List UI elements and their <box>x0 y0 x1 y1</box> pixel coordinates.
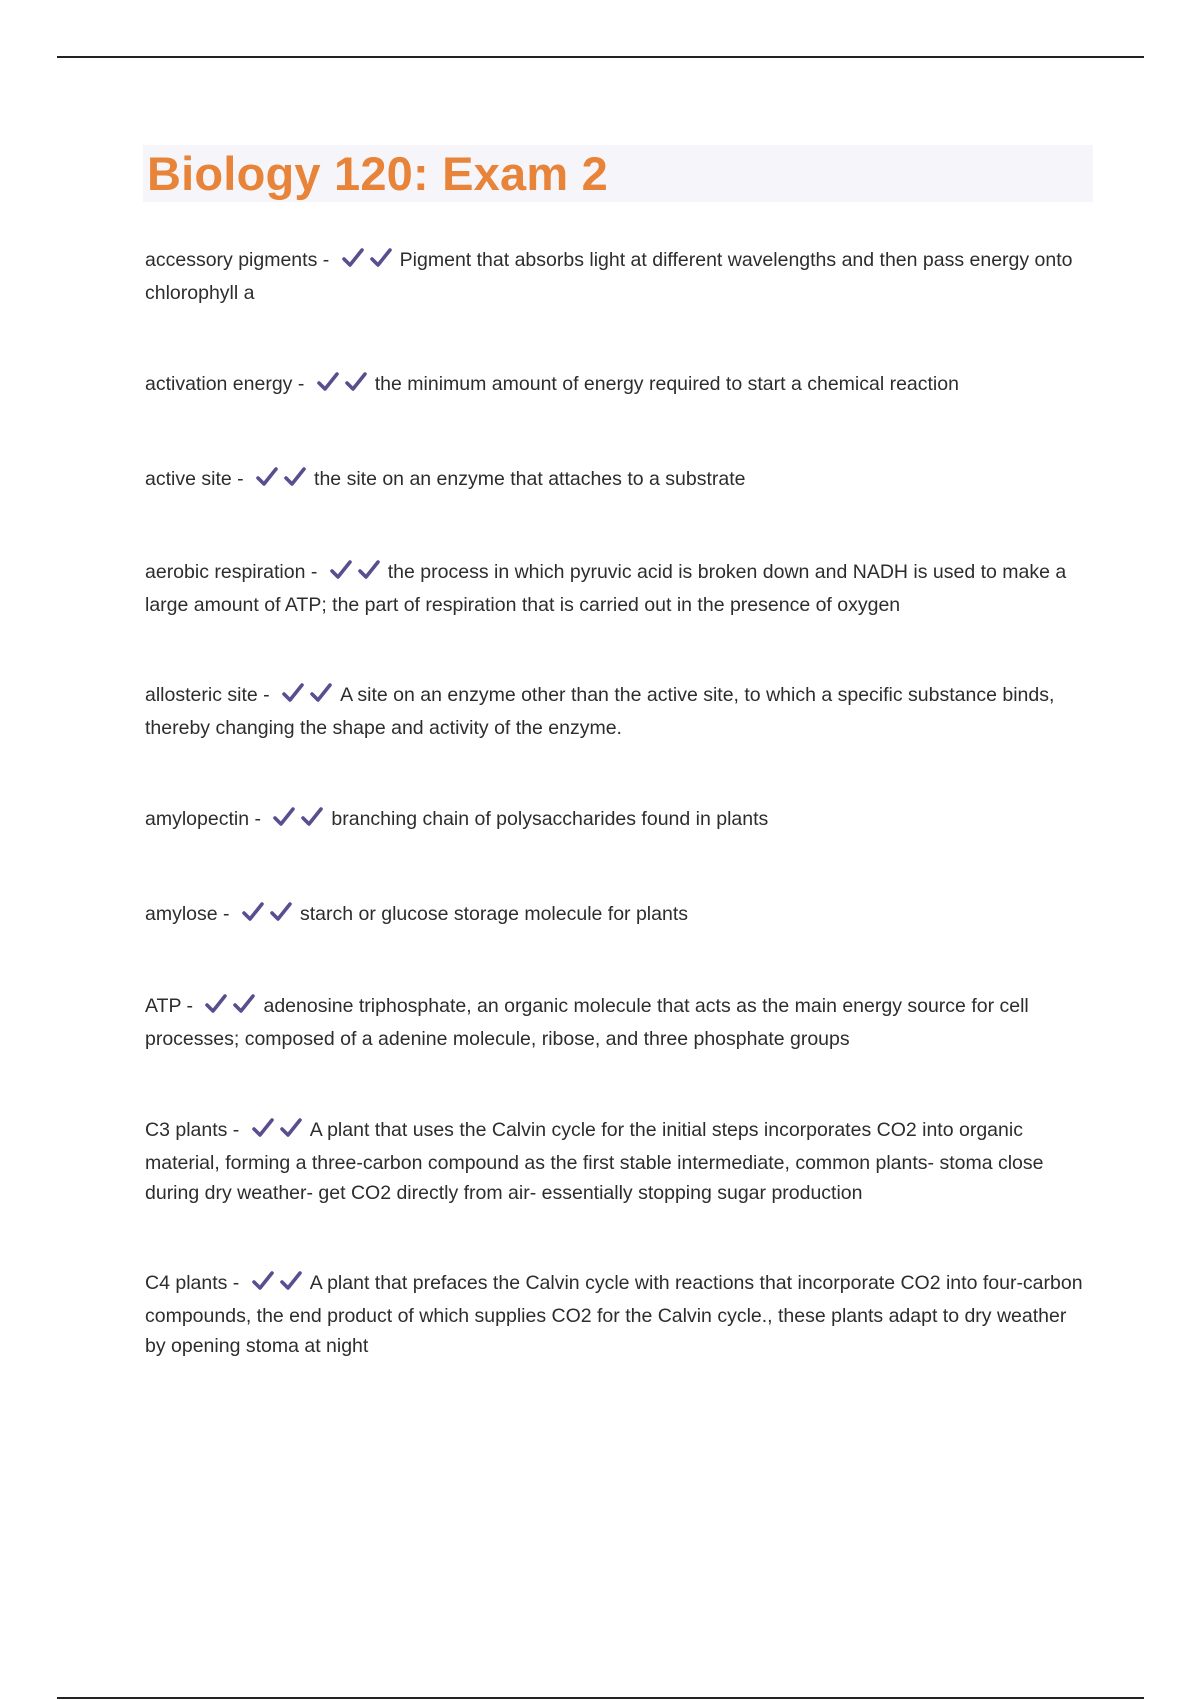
term: C4 plants <box>145 1272 228 1294</box>
definition: A plant that uses the Calvin cycle for the initial steps incorporates CO2 into organic material, forming a three-carbon compound as the first stable intermediate, common plants- stoma close during dry weather- get CO2 directly from air- essentially stopping sugar production <box>145 1119 1044 1204</box>
list-item <box>145 899 1090 932</box>
definition: A site on an enzyme other than the active site, to which a specific substance binds, thereby changing the shape and activity of the enzyme. <box>145 684 1055 739</box>
list-item <box>145 1115 1090 1208</box>
list-item <box>145 680 1090 743</box>
term: ATP <box>145 995 182 1017</box>
separator: - <box>292 373 310 395</box>
separator: - <box>227 1272 245 1294</box>
separator: - <box>227 1119 245 1141</box>
separator: - <box>231 468 250 490</box>
definition: the site on an enzyme that attaches to a substrate <box>314 468 746 490</box>
term: allosteric site <box>145 684 258 706</box>
list-item <box>145 804 1090 837</box>
double-check-icon <box>251 1117 307 1148</box>
definition: Pigment that absorbs light at different wavelengths and then pass energy onto chlorophyll a <box>145 249 1073 304</box>
separator: - <box>181 995 199 1017</box>
bottom-rule <box>57 1697 1144 1699</box>
list-item <box>145 369 1090 402</box>
list-item <box>145 1268 1090 1361</box>
double-check-icon <box>255 466 311 497</box>
list-item <box>145 991 1090 1054</box>
double-check-icon <box>341 247 397 278</box>
definition: branching chain of polysaccharides found in plants <box>331 808 769 830</box>
separator: - <box>217 903 235 925</box>
term: active site <box>145 468 232 490</box>
double-check-icon <box>251 1270 307 1301</box>
term: amylose <box>145 903 218 925</box>
separator: - <box>317 249 335 271</box>
double-check-icon <box>272 806 328 837</box>
separator: - <box>249 808 267 830</box>
double-check-icon <box>241 901 297 932</box>
definition: A plant that prefaces the Calvin cycle with reactions that incorporate CO2 into four-carbon compounds, the end product of which supplies CO2 for the Calvin cycle., these plants adapt to dry weather by opening stoma at night <box>145 1272 1083 1357</box>
double-check-icon <box>204 993 260 1024</box>
term: amylopectin <box>145 808 250 830</box>
term: C3 plants <box>145 1119 228 1141</box>
page-title: Biology 120: Exam 2 <box>147 147 608 200</box>
double-check-icon <box>316 371 372 402</box>
definition: starch or glucose storage molecule for plants <box>299 903 688 925</box>
double-check-icon <box>329 559 385 590</box>
definition: the minimum amount of energy required to start a chemical reaction <box>374 373 959 395</box>
top-rule <box>57 56 1144 58</box>
list-item <box>145 557 1090 620</box>
term: accessory pigments <box>145 249 318 271</box>
term: aerobic respiration <box>145 561 306 583</box>
list-item <box>145 464 1090 497</box>
double-check-icon <box>281 682 337 713</box>
separator: - <box>305 561 323 583</box>
separator: - <box>257 684 276 706</box>
definition: adenosine triphosphate, an organic molecule that acts as the main energy source for cell processes; composed of a adenine molecule, ribose, and three phosphate groups <box>145 995 1029 1050</box>
term: activation energy <box>145 373 293 395</box>
list-item <box>145 245 1090 308</box>
definition: the process in which pyruvic acid is broken down and NADH is used to make a large amount of ATP; the part of respiration that is carried out in the presence of oxygen <box>145 561 1067 616</box>
